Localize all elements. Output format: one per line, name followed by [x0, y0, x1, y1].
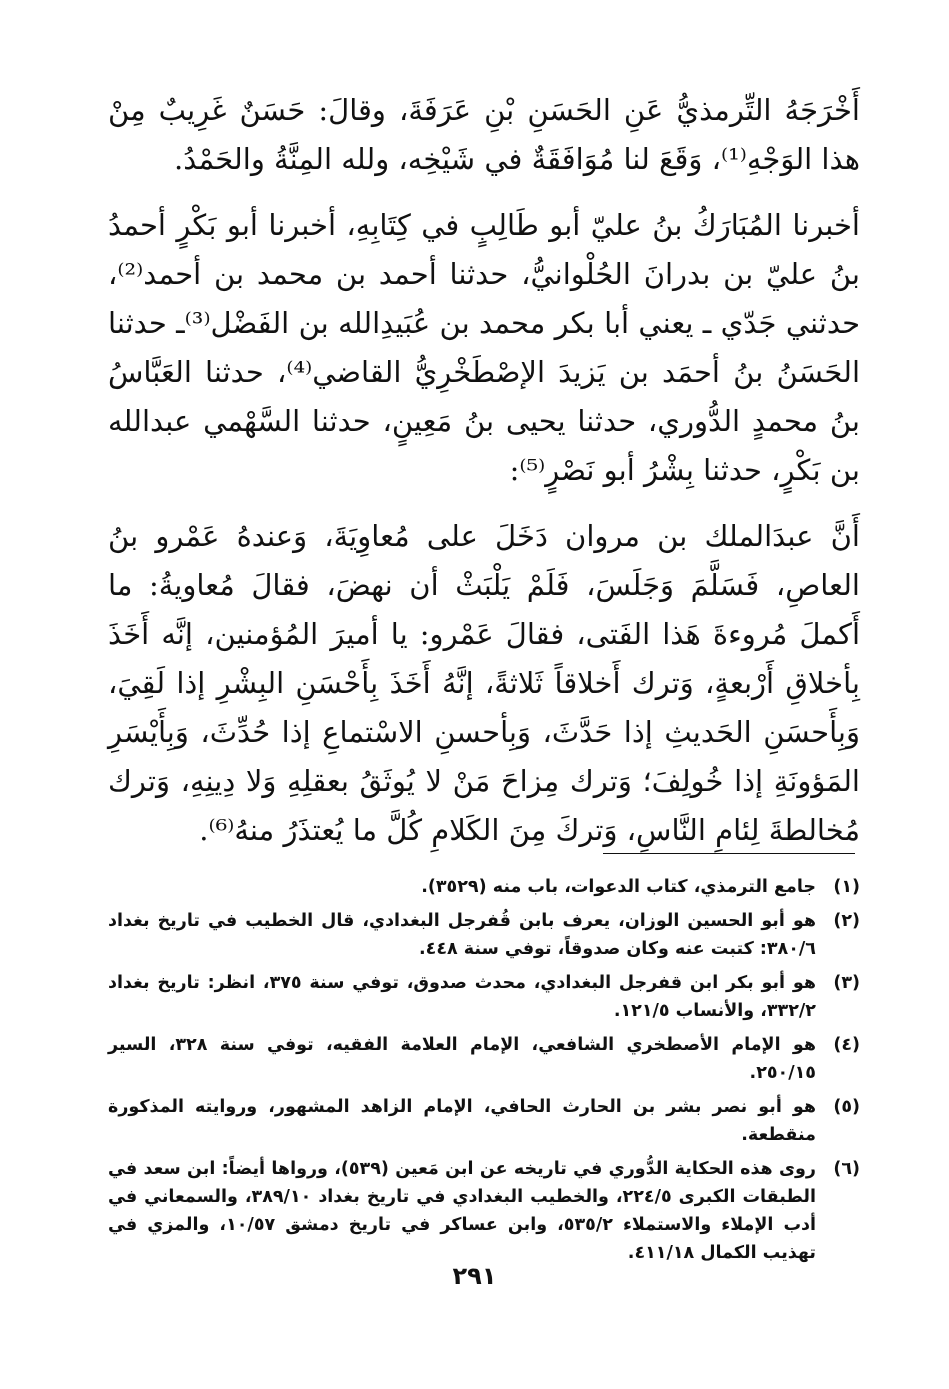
footnote — [108, 1031, 860, 1087]
footnote-number: (٦) — [833, 1159, 860, 1179]
footnote — [108, 1093, 860, 1149]
footnote — [108, 907, 860, 963]
page-number: ٢٩١ — [452, 1262, 497, 1290]
paragraph-1: أَخْرَجَهُ التِّرمذيُّ عَنِ الحَسَنِ بْنِ عَرَفَةَ، وقالَ: حَسَنٌ غَرِيبٌ مِنْ هذا الوَجْهِ⁽¹⁾، وَقَعَ لنا مُوَافَقَةٌ في شَيْخِه، ولله المِنَّةُ والحَمْدُ. — [108, 93, 860, 176]
footnote-text: جامع الترمذي، كتاب الدعوات، باب منه (٣٥٢٩). — [421, 877, 816, 897]
paragraph-3: أَنَّ عبدَالملك بن مروان دَخَلَ على مُعاوِيَةَ، وَعندهُ عَمْرو بنُ العاصِ، فَسَلَّمَ وَجَلَسَ، فَلَمْ يَلْبَثْ أن نهضَ، فقالَ مُعاويةُ: ما أَكملَ مُروءةَ هَذا الفَتى، فقالَ عَمْرو: يا أميرَ المُؤمنين، إنَّه أَخَذَ بِأخلاقِ أَرْبعةٍ، وَترك أَخلاقاً ثَلاثةً، إنَّهُ أَخَذَ بِأَحْسَنِ البِشْرِ إذا لَقِيَ، وَبِأَحسَنِ الحَديثِ إذا حَدَّثَ، وَبِأحسنِ الاسْتماعِ إذا حُدِّثَ، وَبِأَيْسَرِ المَؤونَةِ إذا خُولِفَ؛ وَترك مِزاحَ مَنْ لا يُوثَقُ بعقلِهِ وَلا دِينِهِ، وَترك مُخالطةَ لِئامِ النَّاسِ، وَتركَ مِنَ الكَلامِ كُلَّ ما يُعتذَرُ منهُ⁽⁶⁾. — [108, 519, 860, 847]
footnote-text: هو الإمام الأصطخري الشافعي، الإمام العلامة الفقيه، توفي سنة ٣٢٨، السير ٢٥٠/١٥. — [108, 1035, 816, 1083]
footnote-number: (٤) — [833, 1035, 860, 1055]
footnote-number: (٣) — [833, 973, 860, 993]
footnote-number: (٢) — [833, 911, 860, 931]
footnote-text: هو أبو الحسين الوزان، يعرف بابن قُفرجل البغدادي، قال الخطيب في تاريخ بغداد ٣٨٠/٦: كتبت عنه وكان صدوقاً، توفي سنة ٤٤٨. — [108, 911, 816, 959]
footnotes — [108, 873, 860, 1273]
main-text — [108, 86, 860, 855]
footnote-number: (١) — [833, 877, 860, 897]
footnote-number: (٥) — [833, 1097, 860, 1117]
paragraph-2: أخبرنا المُبَارَكُ بنُ عليّ أبو طَالِبٍ في كِتَابِهِ، أخبرنا أبو بَكْرٍ أحمدُ بنُ عليّ بن بدرانَ الحُلْوانيُّ، حدثنا أحمد بن محمد بن أحمد⁽²⁾، حدثني جَدّي ـ يعني أبا بكر محمد بن عُبَيدِالله بن الفَضْل⁽³⁾ـ حدثنا الحَسَنُ بنُ أحمَد بن يَزيدَ الإصْطَخْرِيُّ القاضي⁽⁴⁾، حدثنا العَبَّاسُ بنُ محمدٍ الدُّوري، حدثنا يحيى بنُ مَعِينٍ، حدثنا السَّهْمي عبدالله بن بَكْرٍ، حدثنا بِشْرُ أبو نَصْرٍ⁽⁵⁾: — [108, 208, 860, 487]
footnote-text: هو أبو نصر بشر بن الحارث الحافي، الإمام الزاهد المشهور، وروايته المذكورة منقطعة. — [108, 1097, 816, 1145]
footnote — [108, 873, 860, 901]
footnote — [108, 1155, 860, 1267]
footnote — [108, 969, 860, 1025]
footnote-separator — [603, 853, 855, 854]
footnote-text: هو أبو بكر ابن قفرجل البغدادي، محدث صدوق، توفي سنة ٣٧٥، انظر: تاريخ بغداد ٣٣٢/٢، والأنساب ١٢١/٥. — [108, 973, 816, 1021]
footnote-text: روى هذه الحكاية الدُّوري في تاريخه عن ابن مَعين (٥٣٩)، ورواها أيضاً: ابن سعد في الطبقات الكبرى ٢٢٤/٥، والخطيب البغدادي في تاريخ بغداد ٣٨٩/١٠، والسمعاني في أدب الإملاء والاستملاء ٥٣٥/٢، وابن عساكر في تاريخ دمشق ١٠/٥٧، والمزي في تهذيب الكمال ٤١١/١٨. — [108, 1159, 817, 1263]
